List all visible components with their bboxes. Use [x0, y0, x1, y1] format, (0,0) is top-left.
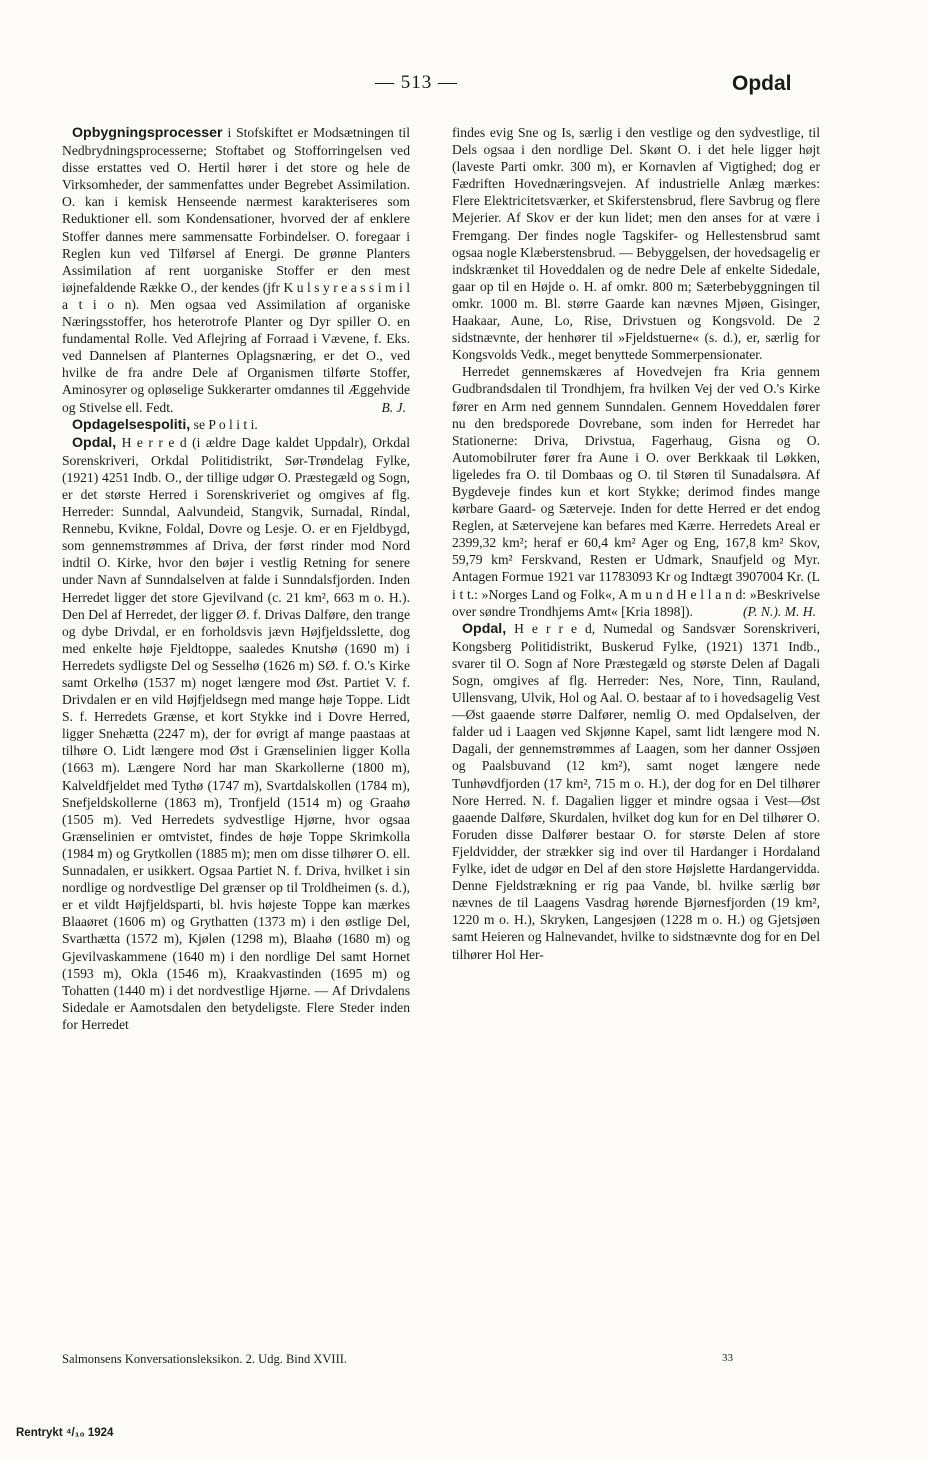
left-column [62, 124, 410, 1033]
entry-text: findes evig Sne og Is, særlig i den vestlige og den sydvestlige, til Dels ogsaa i den nordlige Del. Skønt O. i det hele ligger højt (laveste Parti omkr. 300 m), er Kornavlen af Vigtighed; dog er Fædriften Hovednæringsvejen. Af industrielle Anlæg mærkes: Flere Elektricitetsværker, et Skiferstensbrud, flere Savbrug og flere Mejerier. Af Skov er der kun lidet; men den anses for at være i Fremgang. Der findes nogle Tagskifer- og Hellestensbrud samt ogsaa nogle Klæberstensbrud. — Bebyggelsen, der hovedsagelig er indskrænket til Hoveddalen og de nedre Dele af enkelte Sidedale, gaar op til en Højde o. H. af omkr. 800 m; Sæterbebyggningen til omkr. 1000 m. Bl. større Gaarde kan nævnes Mjøen, Gisinger, Haakaar, Aune, Lo, Rise, Drivstuen og Kongsvold. De 2 sidstnævnte, der henhører til »Fjeldstuerne« (s. d.), er, særlig for Kongsvolds Vedk., meget benyttede Sommerpensionater. [452, 125, 820, 363]
author-signature: (P. N.). M. H. [743, 603, 816, 619]
footer-source: Salmonsens Konversationsleksikon. 2. Udg. Bind XVIII. [62, 1352, 348, 1366]
entry-opbygningsprocesser [62, 124, 410, 416]
entry-opdal-buskerud [452, 620, 820, 963]
signature-number: 33 [722, 1352, 733, 1364]
right-column [452, 124, 820, 963]
entry-opdagelsespoliti [62, 416, 410, 434]
headword-opdagelsespoliti: Opdagelsespoliti, [72, 416, 191, 433]
reprint-note: Rentrykt ⁴/₁₀ 1924 [16, 1427, 114, 1439]
entry-text: H e r r e d (i ældre Dage kaldet Uppdalr), Orkdal Sorenskriveri, Orkdal Politidistrikt, Sør-Trøndelag Fylke, (1921) 4251 Indb. O., der tillige udgør O. Præstegæld og Sogn, er det største Herred i Sorenskriveriet og omgives af flg. Herreder: Sunndal, Aalvundeid, Stangvik, Surnadal, Rindal, Rennebu, Kvikne, Foldal, Dovre og Lesje. O. er en Fjeldbygd, som gennemstrømmes af Driva, der først rinder mod Nord indtil O. Kirke, hvor den bøjer i vestlig Retning for senere under Navn af Sunndalselven at falde i Sunndalsfjorden. Inden Herredet ligger det store Gjevilvand (c. 21 km², 663 m o. H.). Den Del af Herredet, der ligger Ø. f. Drivas Dalføre, den trange og dybe Drivdal, er en forholdsvis jævn Højfjeldsslette, dog med enkelte høje Fjeldtoppe, saaledes Knutshø (1690 m) i Herredets sydligste Del og Sesselhø (1626 m) SØ. f. O.'s Kirke samt Orkelhø (1537 m) noget længere mod Øst. Partiet V. f. Drivdalen er en vild Højfjeldsegn med mange høje Toppe. Lidt S. f. Herredets Grænse, et kort Stykke ind i Dovre Herred, ligger Snehætta (2247 m), der for øvrigt af mange paastaas at tilhøre O. Lidt længere mod Øst i Grænselinien ligger Kolla (1663 m). Længere Nord har man Skarkollerne (1800 m), Kalveldfjeldet med Tythø (1747 m), Svartdalskollen (1784 m), Snefjeldskollerne (1863 m), Tronfjeld (1514 m) og Graahø (1505 m). Ved Herredets sydvestlige Hjørne, hvor ogsaa Grænselinien er omtvistet, findes de høje Toppe Skrimkolla (1984 m) og Grytkollen (1885 m); men om disse tilhører O. ell. Sunnadalen, er usikkert. Ogsaa Partiet N. f. Driva, hvilket i sin nordlige og nordvestlige Del grænser op til Troldheimen (s. d.), er et vildt Højfjeldsparti, bl. hvis højeste Toppe kan mærkes Blaaøret (1606 m) og Grythatten (1373 m) i den østlige Del, Svarthætta (1572 m), Kjølen (1298 m), Blaahø (1680 m) og Gjevilvaskammene (1640 m) i den nordlige Del samt Hornet (1593 m), Okla (1546 m), Kraakvastinden (1695 m) og Tohatten (1440 m) i det nordvestlige Hjørne. — Af Drivdalens Sidedale er Aamotsdalen den betydeligste. Flere Steder inden for Herredet [62, 434, 410, 1032]
headword-opdal: Opdal, [72, 434, 117, 451]
entry-opdal-trondelag [62, 434, 410, 1033]
headword-opdal: Opdal, [462, 620, 507, 637]
guide-word: Opdal [732, 72, 792, 95]
headword-opbygningsprocesser: Opbygningsprocesser [72, 125, 223, 141]
author-signature: B. J. [381, 399, 406, 415]
entry-text: H e r r e d, Numedal og Sandsvær Sorenskriveri, Kongsberg Politidistrikt, Buskerud Fylke, (1921) 1371 Indb., svarer til O. Sogn af Nore Præstegæld og største Delen af Dagali Sogn, omgives af flg. Herreder: Nes, Nore, Tinn, Rauland, Ullensvang, Ulvik, Hol og Aal. O. bestaar af to i hovedsagelig Vest—Øst gaaende større Dalfører, nemlig O. med Opdalselven, der falder ud i Laagen ved Skjønne Kapel, samt lidt længere mod N. Dagali, der gennemstrømmes af Laagen, som her danner Ossjøen og Paalsbuvand (12 km²), samt noget længere nede Tunhøvdfjorden (17 km², 715 m o. H.), der dog for en Del tilhører Nore Herred. N. f. Dagalien ligger et mindre ogsaa i Vest—Øst gaaende Dalføre, Skurdalen, hvilket dog kun for en Del tilhører O. Foruden disse Dalfører bestaar O. for største Delen af store Fjeldvidder, der strækker sig ind over til Hardanger i Hordaland Fylke, idet de udgør en Del af den store Højslette Hardangervidda. Denne Fjeldstrækning er rig paa Vande, bl. hvilke særlig bør nævnes de til Laagens Vasdrag hørende Bjørnesfjorden (19 km², 1220 m o. H.), Skryken, Langesjøen (1228 m o. H.) og Gjetsjøen samt Heieren og Halnevandet, hvilke to sidstnævnte dog for en Del tilhører Hol Her- [452, 620, 820, 962]
entry-opdal-paragraph-2 [452, 363, 820, 619]
entry-text: i Stofskiftet er Modsætningen til Nedbrydningsprocesserne; Stoftabet og Stofforringelsen ved disse erstattes ved O. Hertil hører i det store og hele de Virksomheder, der sammenfattes under Begrebet Assimilation. O. kan i kemisk Henseende nærmest karakteriseres som Reduktioner ell. som Kondensationer, hvorved der af enklere Stoffer dannes mere sammensatte Forbindelser. O. foregaar i Reglen kun ved Tilførsel af Energi. De grønne Planters Assimilation af rent uorganiske Stoffer er den mest iøjnefaldende Række O., der kendes (jfr K u l s y r e a s s i m i l a t i o n). Men ogsaa ved Assimilation af organiske Næringsstoffer, hos heterotrofe Planter og Dyr spiller O. en fundamental Rolle. Ved Aflejring af Forraad i Vævene, f. Eks. ved Dannelsen af Planternes Oplagsnæring, er det O., ved hvilke de fra andre Dele af Organismen tilførte Stoffer, Aminosyrer og opløselige Sukkerarter omdannes til Æggehvide og Stivelse ell. Fedt. [62, 125, 410, 415]
page-number: — 513 — [375, 72, 458, 93]
entry-text: se P o l i t i. [193, 416, 258, 432]
entry-opdal-continued [452, 124, 820, 363]
entry-text: Herredet gennemskæres af Hovedvejen fra Kria gennem Gudbrandsdalen til Trondhjem, fra hvilken Vej der ved O.'s Kirke fører en Arm ned gennem Sunndalen. Gennem Hoveddalen fører nu den bredsporede Dovrebane, som inden for Herredet har Stationerne: Driva, Drivstua, Fagerhaug, Gisna og O. Automobilruter fører fra Aune i O. over Berkkaak til Løkken, ligeledes fra O. til Dombaas og O. til Støren til Sunadalsøra. Af Bygdeveje findes kun et kort Stykke; derimod findes mange kørbare Gaard- og Sæterveje. Inden for dette Herred er det endog Reglen, at Sætervejene kan befares med Kærre. Herredets Areal er 2399,32 km²; heraf er 60,4 km² Ager og Eng, 167,8 km² Skov, 59,79 km² Ferskvand, Resten er Udmark, Snaufjeld og Myr. Antagen Formue 1921 var 11783093 Kr og Indtægt 3907004 Kr. (L i t t.: »Norges Land og Folk«, A m u n d H e l l a n d: »Beskrivelse over søndre Trondhjems Amt« [Kria 1898]). [452, 364, 820, 619]
